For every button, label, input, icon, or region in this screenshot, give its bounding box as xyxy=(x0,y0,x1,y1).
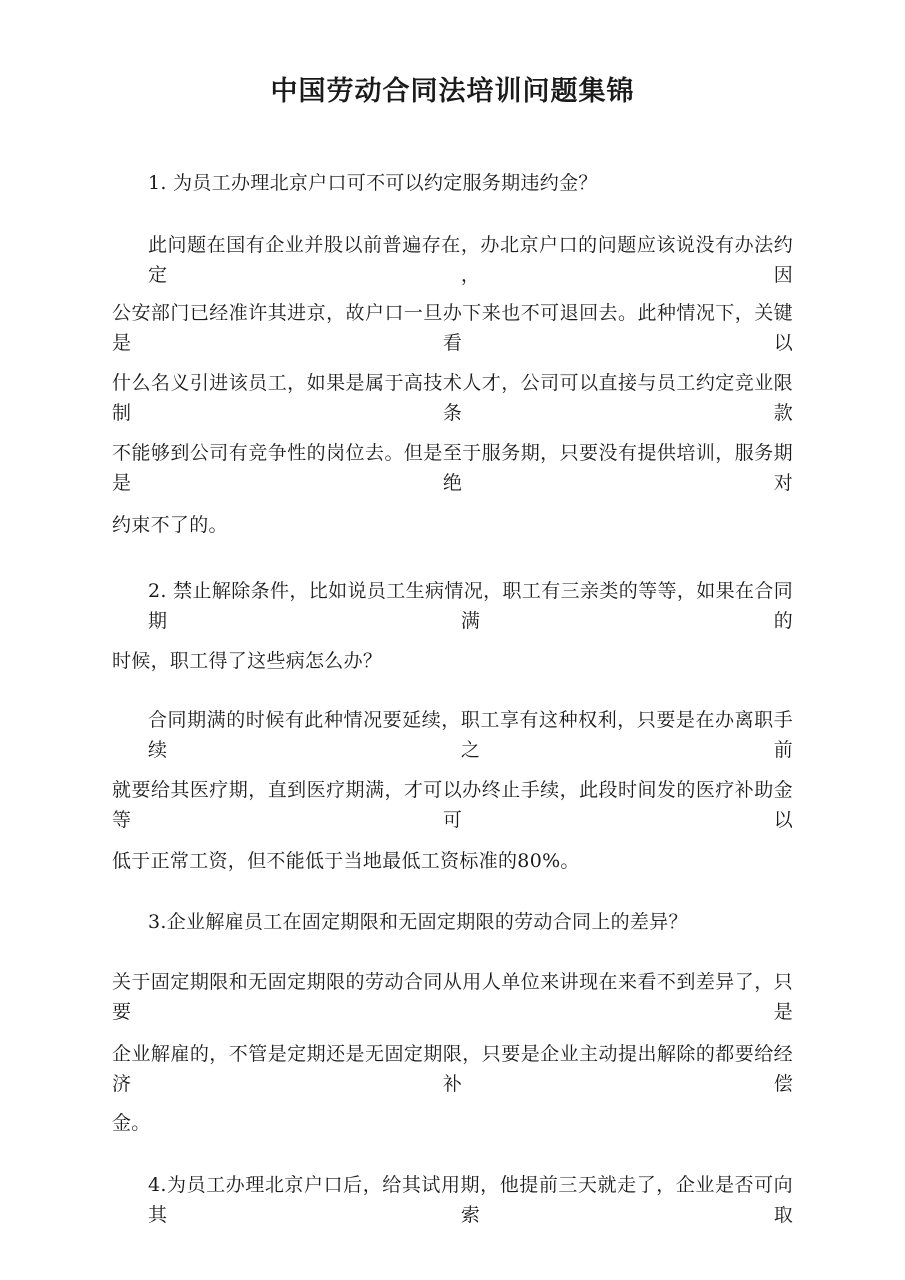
question-2-line-1: 2. 禁止解除条件，比如说员工生病情况，职工有三亲类的等等，如果在合同期满的 xyxy=(148,580,793,632)
answer-2-line-3: 低于正常工资，但不能低于当地最低工资标准的80%。 xyxy=(112,850,580,872)
answer-2-line-2: 就要给其医疗期，直到医疗期满，才可以办终止手续，此段时间发的医疗补助金等可以 xyxy=(112,779,793,831)
document-title: 中国劳动合同法培训问题集锦 xyxy=(270,76,635,107)
question-4-line-1: 4.为员工办理北京户口后，给其试用期，他提前三天就走了，企业是否可向其索取 xyxy=(148,1174,793,1226)
question-1: 1. 为员工办理北京户口可不可以约定服务期违约金？ xyxy=(148,172,598,194)
answer-1-line-4: 不能够到公司有竞争性的岗位去。但是至于服务期，只要没有提供培训，服务期是绝对 xyxy=(112,442,793,494)
answer-1-line-3: 什么名义引进该员工，如果是属于高技术人才，公司可以直接与员工约定竞业限制条款 xyxy=(112,372,793,424)
answer-2-line-1: 合同期满的时候有此种情况要延续，职工享有这种权利，只要是在办离职手续之前 xyxy=(148,709,793,761)
answer-1-line-5: 约束不了的。 xyxy=(112,514,228,536)
question-2-line-2: 时候，职工得了这些病怎么办？ xyxy=(112,650,383,672)
question-3: 3.企业解雇员工在固定期限和无固定期限的劳动合同上的差异？ xyxy=(148,911,688,933)
answer-1-line-2: 公安部门已经准许其进京，故户口一旦办下来也不可退回去。此种情况下，关键是看以 xyxy=(112,302,793,354)
answer-3-line-1: 关于固定期限和无固定期限的劳动合同从用人单位来讲现在来看不到差异了，只要是 xyxy=(112,971,793,1023)
answer-3-line-2: 企业解雇的，不管是定期还是无固定期限，只要是企业主动提出解除的都要给经济补偿 xyxy=(112,1043,793,1095)
answer-3-line-3: 金。 xyxy=(112,1112,151,1134)
answer-1-line-1: 此问题在国有企业并股以前普遍存在，办北京户口的问题应该说没有办法约定，因 xyxy=(148,234,793,286)
